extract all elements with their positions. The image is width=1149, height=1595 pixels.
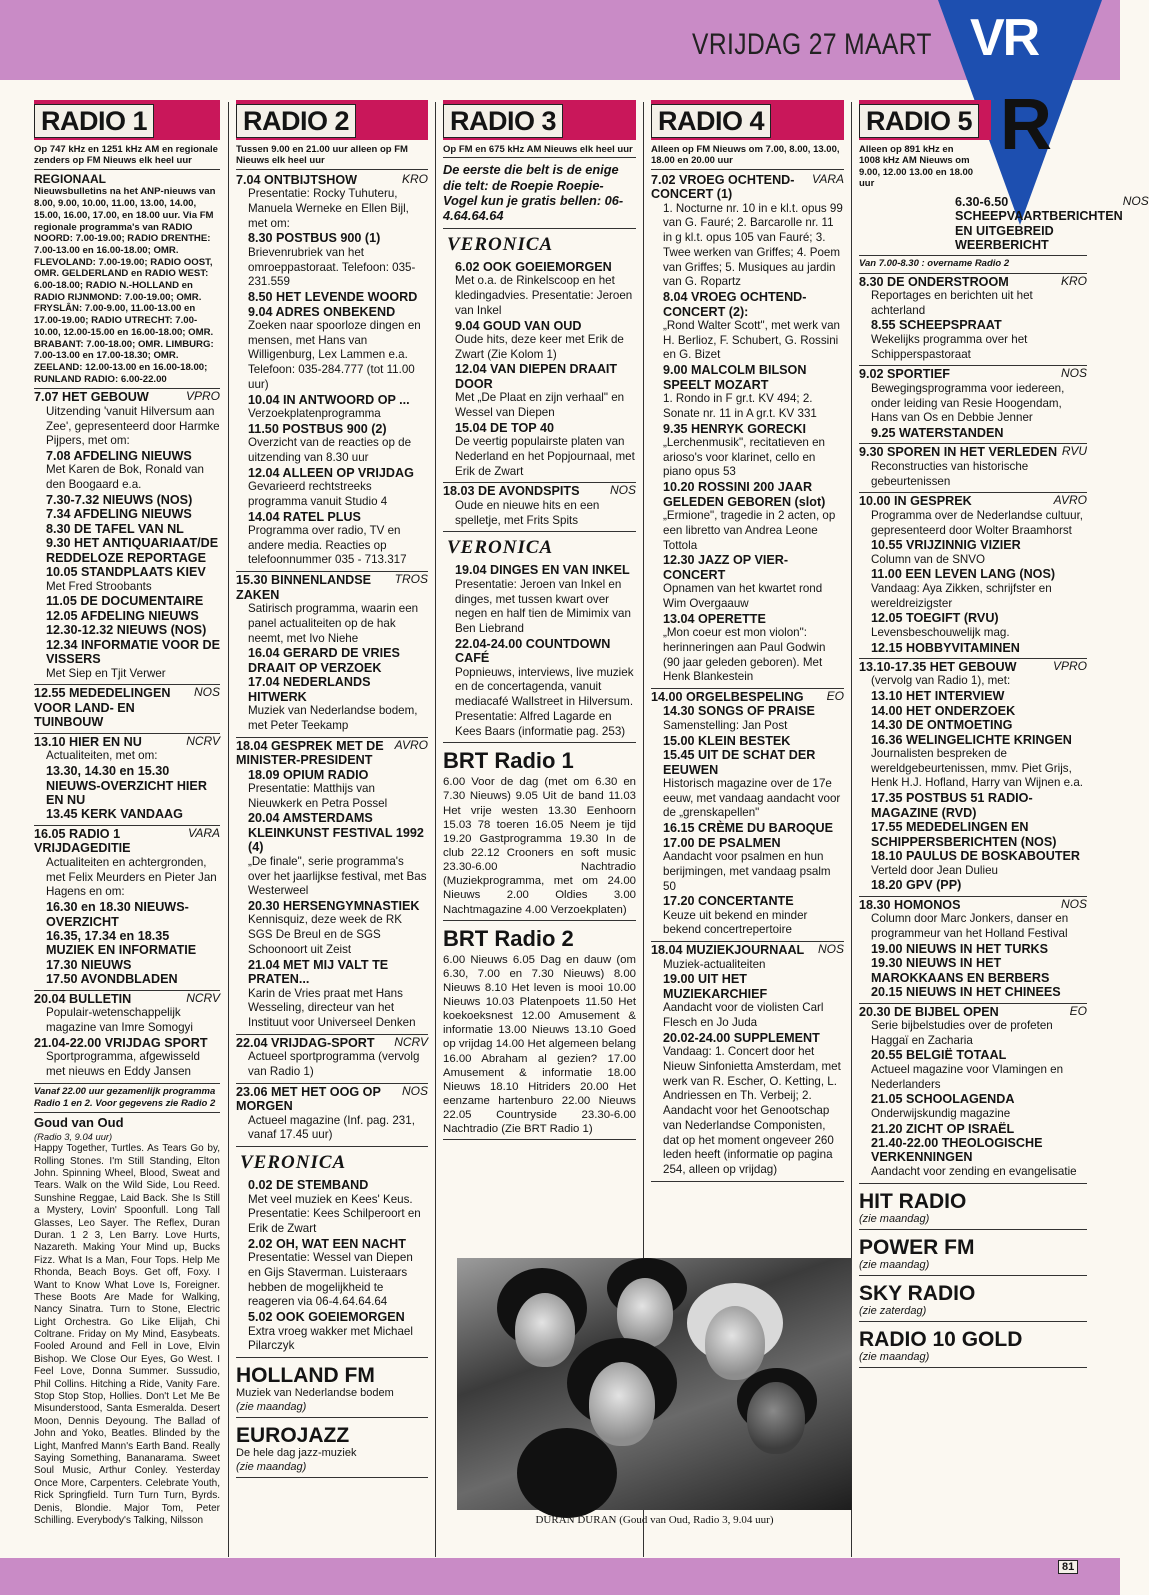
sub-desc: Karin de Vries praat met Hans Wesseling, directeur van het Instituut voor Universeel Denken <box>248 986 416 1029</box>
eurojazz-sub: (zie maandag) <box>236 1461 428 1478</box>
goud-van-oud-title: Goud van Oud <box>34 1114 124 1130</box>
sub-item: 22.04-24.00 COUNTDOWN CAFÉ <box>455 636 611 666</box>
photo-figure <box>705 1306 765 1380</box>
sub-item: 10.04 IN ANTWOORD OP ... <box>248 392 410 407</box>
sub-desc: Vandaag: 1. Concert door het Nieuw Sinfonietta Amsterdam, met werk van R. Escher, O. Ketting, L. Andriessen en Th. Verbeij; 2. Aandacht voor het Genootschap van Nederlandse Componisten, dat op het moment ongeveer 260 leden heeft (informatie op pagina 254, alleen op vrijdag) <box>663 1045 841 1176</box>
program <box>236 1177 428 1358</box>
sub-item: 12.05 TOEGIFT (RVU) <box>871 611 999 626</box>
sub-item: 11.05 DE DOCUMENTAIRE <box>46 594 204 609</box>
sub-item: 13.30, 14.30 en 15.30 NIEUWS-OVERZICHT HIER EN NU <box>46 764 207 808</box>
sub-item: 12.34 INFORMATIE VOOR DE VISSERS <box>46 637 221 667</box>
program-desc: Presentatie: Rocky Tuhuteru, Manuela Werneke en Ellen Bijl, met om: <box>248 187 409 230</box>
program <box>651 689 844 942</box>
program <box>651 942 844 1182</box>
broadcaster: EO <box>1069 1003 1087 1018</box>
station-info: Alleen op 891 kHz en 1008 kHz AM Nieuws om 9.00, 12.00 13.00 en 18.00 uur <box>859 144 974 190</box>
sub-desc: 1. Rondo in F gr.t. KV 494; 2. Sonate nr. 11 in A gr.t. KV 331 <box>663 392 817 420</box>
hit-radio-sub: (zie maandag) <box>859 1213 1087 1230</box>
day-tab-letters: VR <box>970 9 1039 67</box>
station-name: RADIO 4 <box>651 104 771 138</box>
sub-item: 12.15 HOBBYVITAMINEN <box>871 640 1020 655</box>
brt-radio2-schedule: 6.00 Nieuws 6.05 Dag en dauw (om 6.30, 7.00 en 7.30 Nieuws) 8.00 Nieuws 8.10 Het leven is mooi 10.00 Nieuws 10.03 Platenpoets 11.50 Het koekoeksnest 12.00 Amusement & informatie 13.00 Nieuws 13.10 Goed op vrijdag 14.00 Het algemeen belang 16.00 Abraham al gezien? 17.00 Amusement & informatie 18.00 Nieuws 18.10 Hitriders 20.00 Het eenzame hartenburo 22.00 Nieuws 22.05 Countryside 23.30-6.00 Nachtradio (Zie BRT Radio 1) <box>443 953 636 1141</box>
program <box>859 1004 1087 1184</box>
power-fm-sub: (zie maandag) <box>859 1259 1087 1276</box>
broadcaster: VARA <box>811 171 844 186</box>
sub-item: 9.04 ADRES ONBEKEND <box>248 304 396 319</box>
sub-desc: Met veel muziek en Kees' Keus. Presentatie: Kees Schilperoort en Erik de Zwart <box>248 1192 421 1236</box>
sub-item: 7.34 AFDELING NIEUWS <box>46 507 192 522</box>
page-number: 81 <box>1058 1560 1078 1574</box>
sub-desc: Met „De Plaat en zijn verhaal" en Wessel van Diepen <box>455 391 625 420</box>
sub-desc: Met Karen de Bok, Ronald van den Boogaard e.a. <box>46 463 204 492</box>
radio1-header <box>34 100 220 140</box>
sub-desc: „Lerchenmusik", recitatieven en arioso's voor klarinet, cello en piano opus 53 <box>663 435 825 479</box>
veronica-logo: VERONICA <box>447 537 554 559</box>
sub-desc: Met o.a. de Rinkelscoop en het kledingadvies. Presentatie: Jeroen van Inkel <box>455 274 633 317</box>
sub-item: 21.40-22.00 THEOLOGISCHE VERKENNINGEN <box>871 1135 1043 1165</box>
program-title: 14.00 ORGELBESPELING <box>651 689 804 704</box>
program-title: 18.30 HOMONOS <box>859 897 961 912</box>
program-desc: Actueel magazine (Inf. pag. 231, vanaf 17.45 uur) <box>248 1113 415 1142</box>
regional-block <box>34 172 220 390</box>
sub-item: 15.04 DE TOP 40 <box>455 420 554 435</box>
broadcaster: NOS <box>193 685 220 700</box>
program-title: 8.30 DE ONDERSTROOM <box>859 274 1009 289</box>
program-title: 23.06 MET HET OOG OP MORGEN <box>236 1084 381 1114</box>
sub-desc: „Mon coeur est mon violon": herinneringen aan Paul Godwin (90 jaar geleden geboren). Met Henk Blankestein <box>663 626 826 684</box>
program-desc: Populair-wetenschappelijk magazine van Imre Somogyi <box>46 1006 193 1035</box>
sub-item: 12.30-12.32 NIEUWS (NOS) <box>46 623 207 638</box>
radio10-gold-sub: (zie maandag) <box>859 1351 1087 1368</box>
program <box>236 172 428 572</box>
sub-desc: Met Siep en Tjit Verwer <box>46 666 166 680</box>
sub-item: 19.30 NIEUWS IN HET MAROKKAANS EN BERBERS <box>871 956 1050 985</box>
photo-figure <box>747 1382 805 1454</box>
sub-desc: „De finale", serie programma's over het jaarlijkse festival, met Bas Westerweel <box>248 854 427 898</box>
program-desc: Actualiteiten, met om: <box>46 749 158 763</box>
program-desc: Actueel sportprogramma (vervolg van Radio 1) <box>248 1050 420 1078</box>
program <box>34 734 220 826</box>
sub-item: 17.35 POSTBUS 51 RADIO-MAGAZINE (RVD) <box>871 791 1033 820</box>
sub-item: 14.30 SONGS OF PRAISE <box>663 704 815 719</box>
eurojazz-title: EUROJAZZ <box>236 1424 350 1448</box>
sub-desc: Kennisquiz, deze week de RK SGS De Breul en de SGS Schoonoort uit Zeist <box>248 913 403 956</box>
bottom-color-band <box>0 1558 1120 1595</box>
program <box>859 366 1087 444</box>
program <box>34 389 220 685</box>
program-title: 13.10-17.35 HET GEBOUW <box>859 659 1017 674</box>
sub-item: 14.30 DE ONTMOETING <box>871 718 1013 733</box>
program <box>443 562 636 743</box>
radio4-column <box>651 100 844 1250</box>
holland-fm-desc: Muziek van Nederlandse bodem <box>236 1387 394 1400</box>
section-letter: R <box>1000 85 1052 165</box>
sub-item: 7.30-7.32 NIEUWS (NOS) <box>46 492 193 507</box>
sub-desc: Opnamen van het kwartet rond Wim Overgaauw <box>663 582 823 610</box>
broadcaster: NOS <box>1060 896 1087 911</box>
sub-item: 9.00 MALCOLM BILSON SPEELT MOZART <box>663 363 807 392</box>
station-name: RADIO 2 <box>236 104 356 138</box>
column-divider <box>435 102 436 1557</box>
program <box>443 483 636 532</box>
goud-van-oud-playlist: Happy Together, Turtles. As Tears Go by, Rolling Stones. I'm Still Standing, Elton John. Spinning Wheel, Blood, Sweat and Tears. Walk on the Wild Side, Lou Reed. Sunshine Reggae, Laid Back. She Is Still a Mystery, Lovin' Spoonfull. Long Tall Glasses, Leo Sayer. The Reflex, Duran Duran. 1 2 3, Len Barry. Love Hurts, Nazareth. Making Your Mind up, Bucks Fizz. What Is a Man, Four Tops. Help Me Rhonda, Beach Boys. Get off, Foxy. I Want to Know What Love Is, Foreigner. These Boots Are Made for Walking, Nancy Sinatra. Turn to Stone, Electric Light Orchestra. Go Like Elijah, Chi Coltrane. Friday on My Mind, Easybeats. Fooled Around and Fell in Love, Elvin Bishop. We Close Our Eyes, Go West. I Feel Love, Donna Summer. Sussudio, Phil Collins. Hitching a Ride, Vanity Fare. Stop Stop Stop, Hollies. Don't Let Me Be Misunderstood, Santa Esmeralda. Desert Moon, Dennis Deyoung. The Ballad of John and Yoko, Beatles. Blinded by the Light, Manfred Mann's Earth Band. Really Saying Something, Bananarama. Sweet Soul Music, Arthur Conley. Yesterday Once More, Carpenters. Celebrate Youth, Rick Springfield. Turn Turn Turn, Byrds. Denis, Blondie. Major Tom, Peter Schilling. Everybody's Talking, Nilsson <box>34 1143 220 1526</box>
sub-desc: Keuze uit bekend en minder bekend concertrepertoire <box>663 908 808 937</box>
sub-desc: Programma over radio, TV en andere media. Reacties op telefoonnummer 035 - 713.317 <box>248 524 407 567</box>
sub-desc: Muziek van Nederlandse bodem, met Peter Teekamp <box>248 704 418 732</box>
sub-item: 6.02 OOK GOEIEMORGEN <box>455 259 612 274</box>
broadcaster: RVU <box>1061 444 1087 459</box>
brt-radio2-title: BRT Radio 2 <box>443 925 574 951</box>
broadcaster: NOS <box>1060 366 1087 381</box>
sub-item: 12.30 JAZZ OP VIER-CONCERT <box>663 553 789 582</box>
sub-desc: Zoeken naar spoorloze dingen en mensen, met Hans van Willigenburg, Lex Lammen e.a. Telefoon: 035-284.777 (tot 11.00 uur) <box>248 318 421 391</box>
sub-item: 9.04 GOUD VAN OUD <box>455 318 582 333</box>
program-title: 13.10 HIER EN NU <box>34 734 142 749</box>
sub-desc: Aandacht voor zending en evangelisatie <box>871 1164 1077 1178</box>
sub-item: 20.02-24.00 SUPPLEMENT <box>663 1030 820 1045</box>
sub-item: 0.02 DE STEMBAND <box>248 1178 369 1193</box>
regional-text: Nieuwsbulletins na het ANP-nieuws van 8.00, 9.00, 10.00, 11.00, 13.00, 14.00, 15.00, 16.00, 17.00, en 18.00 uur. Via FM regionale programma's van RADIO NOORD: 7.00-19.00; RADIO DRENTHE: 7.00-13.00 en 16.00-18.00; OMR. FLEVOLAND: 7.00-19.00; RADIO OOST, OMR. GELDERLAND en RADIO WEST: 6.00-18.00; RADIO N.-HOLLAND en RADIO RIJNMOND: 7.00-19.00; OMR. FRYSLÂN: 7.00-9.00, 11.00-13.00 en 17.00-19.00; RADIO UTRECHT: 7.00-10.00, 12.00-15.00 en 16.00-18.00; OMR. BRABANT: 7.00-18.00; OMR. LIMBURG: 7.00-13.00 en 17.00-18.30; OMR. ZEELAND: 12.00-13.00 en 16.00-18.00; RUNLAND RADIO: 6.00-22.00 <box>34 186 216 385</box>
sub-desc: Historisch magazine over de 17e eeuw, met vandaag aandacht voor de „grenskapellen" <box>663 777 841 820</box>
band-photo <box>457 1258 852 1510</box>
sub-item: 18.10 PAULUS DE BOSKABOUTER <box>871 849 1081 864</box>
program-title: 12.55 MEDEDELINGEN VOOR LAND- EN TUINBOUW <box>34 686 171 730</box>
roepie-intro: De eerste die belt is de enige die telt: de Roepie Roepie-Vogel kun je gratis bellen: 06- 4.64.64.64 <box>443 160 636 228</box>
regional-title: REGIONAAL <box>34 171 106 186</box>
radio2-header <box>236 100 428 140</box>
program-title: 9.02 SPORTIEF <box>859 367 950 382</box>
program-desc: Uitzending 'vanuit Hilversum aan Zee', gepresenteerd door Harmke Pijpers, met om: <box>46 404 220 448</box>
sub-item: 21.04 MET MIJ VALT TE PRATEN... <box>248 957 389 987</box>
program-title: 20.04 BULLETIN <box>34 991 132 1006</box>
program <box>859 444 1087 493</box>
program-title: 20.30 DE BIJBEL OPEN <box>859 1004 999 1019</box>
sub-item: 14.00 HET ONDERZOEK <box>871 703 1016 718</box>
sub-desc: Presentatie: Matthijs van Nieuwkerk en Petra Possel <box>248 782 388 810</box>
sub-item: 5.02 OOK GOEIEMORGEN <box>248 1310 405 1325</box>
program-desc: Reconstructies van historische gebeurtenissen <box>871 459 1029 488</box>
program-desc: Sportprogramma, afgewisseld met nieuws en Eddy Jansen <box>46 1050 201 1078</box>
sub-desc: Aandacht voor psalmen en hun berijmingen, met vandaag psalm 50 <box>663 850 831 893</box>
broadcaster: AVRO <box>1053 493 1087 508</box>
program-desc: (vervolg van Radio 1), met: <box>871 674 1011 688</box>
program-desc: Actualiteiten en achtergronden, met Felix Meurders en Pieter Jan Hagens en om: <box>46 855 217 899</box>
photo-figure <box>589 1362 655 1446</box>
sub-item: 19.00 UIT HET MUZIEKARCHIEF <box>663 972 768 1001</box>
sub-desc: „Ermione", tragedie in 2 acten, op een libretto van Andrea Leone Tottola <box>663 509 836 552</box>
sub-item: 20.55 BELGIË TOTAAL <box>871 1048 1007 1063</box>
program-desc: Column door Marc Jonkers, danser en programmeur van het Holland Festival <box>871 912 1069 940</box>
sub-item: 16.15 CRÈME DU BAROQUE <box>663 821 834 836</box>
sub-item: 8.55 SCHEEPSPRAAT <box>871 318 1002 333</box>
broadcaster: NOS <box>1122 193 1149 208</box>
sub-desc: Actueel magazine voor Vlamingen en Nederlanders <box>871 1062 1064 1091</box>
sub-desc: Oude hits, deze keer met Erik de Zwart (Zie Kolom 1) <box>455 332 624 361</box>
sub-item: 10.20 ROSSINI 200 JAAR GELEDEN GEBOREN (slot) <box>663 480 826 509</box>
power-fm-title: POWER FM <box>859 1235 975 1259</box>
sub-desc: Journalisten bespreken de wereldgebeurtenissen, mmv. Piet Grijs, Henk H.J. Hofland, Harry van Wijnen e.a. <box>871 747 1083 790</box>
broadcaster: TROS <box>394 572 428 587</box>
sub-desc: Gevarieerd rechtstreeks programma vanuit Studio 4 <box>248 480 388 508</box>
sub-item: 9.25 WATERSTANDEN <box>871 425 1004 440</box>
program <box>651 172 844 689</box>
program <box>859 493 1087 659</box>
sub-desc: Samenstelling: Jan Post <box>663 718 788 732</box>
sub-item: 12.04 ALLEEN OP VRIJDAG <box>248 465 414 480</box>
brt-radio1-title: BRT Radio 1 <box>443 748 574 774</box>
program-title: 18.04 GESPREK MET DE MINISTER-PRESIDENT <box>236 738 384 768</box>
program <box>859 897 1087 1004</box>
sky-radio-sub: (zie zaterdag) <box>859 1305 1087 1322</box>
sub-desc: Popnieuws, interviews, live muziek en de concertagenda, vanuit mediacafé Wallstreet in Hilversum. Presentatie: Alfred Lagarde en Kees Baars (informatie pag. 253) <box>455 665 634 738</box>
sub-desc: Vandaag: Aya Zikken, schrijfster en wereldreizigster <box>871 581 1052 610</box>
sub-item: 13.45 KERK VANDAAG <box>46 807 183 822</box>
sub-item: 16.35, 17.34 en 18.35 MUZIEK EN INFORMATIE <box>46 928 197 958</box>
radio1-column <box>34 100 220 1558</box>
sub-item: 19.00 NIEUWS IN HET TURKS <box>871 941 1049 956</box>
program-title: 6.30-6.50 SCHEEPVAARTBERICHTEN EN UITGEBREID WEERBERICHT <box>955 194 1123 252</box>
sub-item: 16.30 en 18.30 NIEUWS-OVERZICHT <box>46 900 189 929</box>
sub-desc: Verzoekplatenprogramma <box>248 407 381 421</box>
sub-item: 19.04 DINGES EN VAN INKEL <box>455 563 630 578</box>
program-desc: Muziek-actualiteiten <box>663 957 766 971</box>
program-desc: Satirisch programma, waarin een panel actualiteiten op de hak neemt, met Ivo Niehe <box>248 602 419 645</box>
sub-desc: De veertig populairste platen van Nederland en het Popjournaal, met Erik de Zwart <box>455 435 635 478</box>
program-desc: Bewegingsprogramma voor iedereen, onder leiding van Resie Hoogendam, Hans van Os en Debbie Jenner <box>871 381 1065 425</box>
sub-desc: Column van de SNVO <box>871 552 986 566</box>
radio5-header <box>859 100 991 140</box>
program-title: 16.05 RADIO 1 VRIJDAGEDITIE <box>34 826 131 856</box>
radio2-column <box>236 100 428 1558</box>
sub-item: 2.02 OH, WAT EEN NACHT <box>248 1236 406 1251</box>
sub-item: 12.04 VAN DIEPEN DRAAIT DOOR <box>455 362 618 391</box>
program-title: 9.30 SPOREN IN HET VERLEDEN <box>859 445 1058 460</box>
program <box>859 274 1087 367</box>
station-name: RADIO 5 <box>859 104 979 138</box>
sub-item: 16.04 GERARD DE VRIES DRAAIT OP VERZOEK <box>248 646 400 675</box>
sub-desc: Overzicht van de reacties op de uitzending van 8.30 uur <box>248 436 412 464</box>
broadcaster: AVRO <box>394 737 428 752</box>
sub-item: 9.30 HET ANTIQUARIAAT/DE REDDELOZE REPORTAGE <box>46 536 219 565</box>
sub-item: 17.30 NIEUWS <box>46 957 132 972</box>
sub-item: 21.05 SCHOOLAGENDA <box>871 1092 1015 1107</box>
program-desc: Oude en nieuwe hits en een spelletje, met Frits Spits <box>455 498 600 527</box>
photo-figure <box>515 1293 575 1367</box>
program-desc: 1. Nocturne nr. 10 in e kl.t. opus 99 van G. Fauré; 2. Barcarolle nr. 11 in g kl.t. opus 105 van Fauré; 3. Twee werken van Griffes; 4. Poem van Griffes; 5. Musiques au jardin van G. Ropartz <box>663 201 843 289</box>
sub-item: 13.10 HET INTERVIEW <box>871 689 1005 704</box>
program-desc: Programma over de Nederlandse cultuur, gepresenteerd door Wolter Braamhorst <box>871 508 1084 537</box>
sub-item: 17.00 DE PSALMEN <box>663 835 781 850</box>
radio3-header <box>443 100 636 140</box>
program <box>443 259 636 484</box>
sub-item: 20.04 AMSTERDAMS KLEINKUNST FESTIVAL 1992 (4) <box>248 811 424 855</box>
hit-radio-title: HIT RADIO <box>859 1189 967 1213</box>
program-desc: Reportages en berichten uit het achterland <box>871 288 1033 317</box>
sub-item: 15.45 UIT DE SCHAT DER EEUWEN <box>663 748 816 777</box>
sub-desc: Levensbeschouwelijk mag. <box>871 625 1010 639</box>
sub-desc: Wekelijks programma over het Schipperspastoraat <box>871 332 1028 361</box>
sub-item: 12.05 AFDELING NIEUWS <box>46 608 199 623</box>
sub-item: 8.04 VROEG OCHTEND-CONCERT (2): <box>663 290 807 319</box>
program-title: 22.04 VRIJDAG-SPORT <box>236 1035 375 1050</box>
station-info: Op FM en 675 kHz AM Nieuws elk heel uur <box>443 144 636 158</box>
sub-item: 18.20 GPV (PP) <box>871 878 962 893</box>
sub-item: 18.09 OPIUM RADIO <box>248 767 369 782</box>
sub-item: 7.08 AFDELING NIEUWS <box>46 448 192 463</box>
broadcaster: NOS <box>817 942 844 957</box>
photo-figure <box>517 1428 617 1518</box>
broadcaster: NOS <box>401 1083 428 1098</box>
program <box>236 1035 428 1084</box>
program-title: 10.00 IN GESPREK <box>859 494 972 509</box>
sub-item: 21.20 ZICHT OP ISRAËL <box>871 1121 1015 1136</box>
sub-item: 17.55 MEDEDELINGEN EN SCHIPPERSBERICHTEN (NOS) <box>871 820 1057 849</box>
veronica-logo: VERONICA <box>240 1152 347 1173</box>
station-info: Alleen op FM Nieuws om 7.00, 8.00, 13.00, 18.00 en 20.00 uur <box>651 144 844 170</box>
sub-item: 17.20 CONCERTANTE <box>663 894 794 909</box>
sub-desc: Met Fred Stroobants <box>46 579 152 593</box>
broadcaster: VPRO <box>185 389 220 404</box>
program-desc: Serie bijbelstudies over de profeten Haggaï en Zacharia <box>871 1018 1053 1047</box>
veronica-logo: VERONICA <box>447 233 554 255</box>
sub-item: 16.36 WELINGELICHTE KRINGEN <box>871 732 1072 747</box>
program <box>34 991 220 1084</box>
sub-item: 11.50 POSTBUS 900 (2) <box>248 421 387 436</box>
sub-item: 11.00 EEN LEVEN LANG (NOS) <box>871 567 1056 582</box>
radio4-header <box>651 100 844 140</box>
sub-desc: Aandacht voor de violisten Carl Flesch en Jo Juda <box>663 1001 824 1029</box>
broadcaster: KRO <box>401 171 428 186</box>
holland-fm-title: HOLLAND FM <box>236 1364 375 1387</box>
station-info: Tussen 9.00 en 21.00 uur alleen op FM Nieuws elk heel uur <box>236 144 428 170</box>
radio5-column <box>859 100 1149 1558</box>
station-name: RADIO 1 <box>34 104 154 138</box>
sub-item: 9.35 HENRYK GORECKI <box>663 421 806 436</box>
sub-item: 20.30 HERSENGYMNASTIEK <box>248 899 420 913</box>
program-title: 7.04 ONTBIJTSHOW <box>236 172 358 187</box>
broadcaster: NCRV <box>186 990 220 1005</box>
photo-caption: DURAN DURAN (Goud van Oud, Radio 3, 9.04 uur) <box>535 1514 774 1526</box>
station-name: RADIO 3 <box>443 104 563 138</box>
sub-item: 17.50 AVONDBLADEN <box>46 972 178 987</box>
station-info: Op 747 kHz en 1251 kHz AM en regionale zenders op FM Nieuws elk heel uur <box>34 144 220 170</box>
radio3-column <box>443 100 636 1250</box>
sub-desc: Presentatie: Jeroen van Inkel en dinges, met tussen kwart over negen en half tien de Mimimix van Ben Liebrand <box>455 577 631 636</box>
program <box>236 572 428 737</box>
holland-fm-sub: (zie maandag) <box>236 1401 428 1418</box>
broadcaster: VARA <box>187 825 220 840</box>
broadcaster: NCRV <box>186 733 220 748</box>
program-title: 7.02 VROEG OCHTEND-CONCERT (1) <box>651 172 795 202</box>
program-title: 18.04 MUZIEKJOURNAAL <box>651 943 805 958</box>
sub-desc: Brievenrubriek van het omroeppastoraat. Telefoon: 035-231.559 <box>248 245 416 289</box>
broadcaster: EO <box>826 688 844 703</box>
eurojazz-desc: De hele dag jazz-muziek <box>236 1447 357 1460</box>
program <box>236 738 428 1035</box>
sub-item: 10.55 VRIJZINNIG VIZIER <box>871 538 1021 553</box>
sub-item: 8.30 POSTBUS 900 (1) <box>248 231 381 246</box>
sub-item: 17.04 NEDERLANDS HITWERK <box>248 675 371 704</box>
sub-item: 10.05 STANDPLAATS KIEV <box>46 565 206 580</box>
sub-desc: Verteld door Jean Dulieu <box>871 863 998 877</box>
overname-note: Van 7.00-8.30 : overname Radio 2 <box>859 256 1087 273</box>
broadcaster: KRO <box>1060 273 1087 288</box>
sub-item: 15.00 KLEIN BESTEK <box>663 733 791 748</box>
broadcaster: VPRO <box>1052 658 1087 673</box>
program-title: 7.07 HET GEBOUW <box>34 390 149 405</box>
radio10-gold-title: RADIO 10 GOLD <box>859 1327 1023 1351</box>
goud-van-oud-sub: (Radio 3, 9.04 uur) <box>34 1131 113 1143</box>
sub-item: 8.30 DE TAFEL VAN NL <box>46 521 184 536</box>
broadcaster: NCRV <box>394 1034 428 1049</box>
program-title: 21.04-22.00 VRIJDAG SPORT <box>34 1035 208 1050</box>
broadcaster: NOS <box>609 483 636 498</box>
program <box>236 1084 428 1147</box>
column-divider <box>228 102 229 1557</box>
program <box>34 826 220 991</box>
sub-desc: Extra vroeg wakker met Michael Pilarczyk <box>248 1324 413 1353</box>
program <box>34 685 220 733</box>
sub-desc: Presentatie: Wessel van Diepen en Gijs Staverman. Luisteraars hebben de mogelijkheid te reageren via 06-4.64.64.64 <box>248 1251 413 1309</box>
brt-radio1-schedule: 6.00 Voor de dag (met om 6.30 en 7.30 Nieuws) 9.05 Uit de band 11.03 Het vrije westen 13.30 Eenhoorn 15.03 78 toeren 16.05 Neem je tijd 19.20 Gastprogramma 19.30 In de club 22.12 Crooners en soft music 23.30-6.00 Nachtradio (Muziekprogramma, met om 24.00 Nieuws 2.00 Oldies 3.00 Nachtmagazine 4.00 Verzoekplaten) <box>443 775 636 920</box>
sub-item: 13.04 OPERETTE <box>663 611 766 626</box>
sub-item: 8.50 HET LEVENDE WOORD <box>248 290 418 305</box>
sky-radio-title: SKY RADIO <box>859 1281 976 1305</box>
program-title: 15.30 BINNENLANDSE ZAKEN <box>236 573 372 602</box>
program <box>859 193 1149 257</box>
sub-desc: „Rond Walter Scott", met werk van H. Berlioz, F. Schubert, G. Rossini en G. Bizet <box>663 318 841 362</box>
program <box>859 659 1087 897</box>
joint-program-note: Vanaf 22.00 uur gezamenlijk programma Radio 1 en 2. Voor gegevens zie Radio 2 <box>34 1084 220 1113</box>
sub-item: 14.04 RATEL PLUS <box>248 509 361 524</box>
sub-desc: Onderwijskundig magazine <box>871 1106 1011 1120</box>
program-title: 18.03 DE AVONDSPITS <box>443 484 580 499</box>
sub-item: 20.15 NIEUWS IN HET CHINEES <box>871 985 1061 1000</box>
page-date: VRIJDAG 27 MAART <box>692 28 932 61</box>
